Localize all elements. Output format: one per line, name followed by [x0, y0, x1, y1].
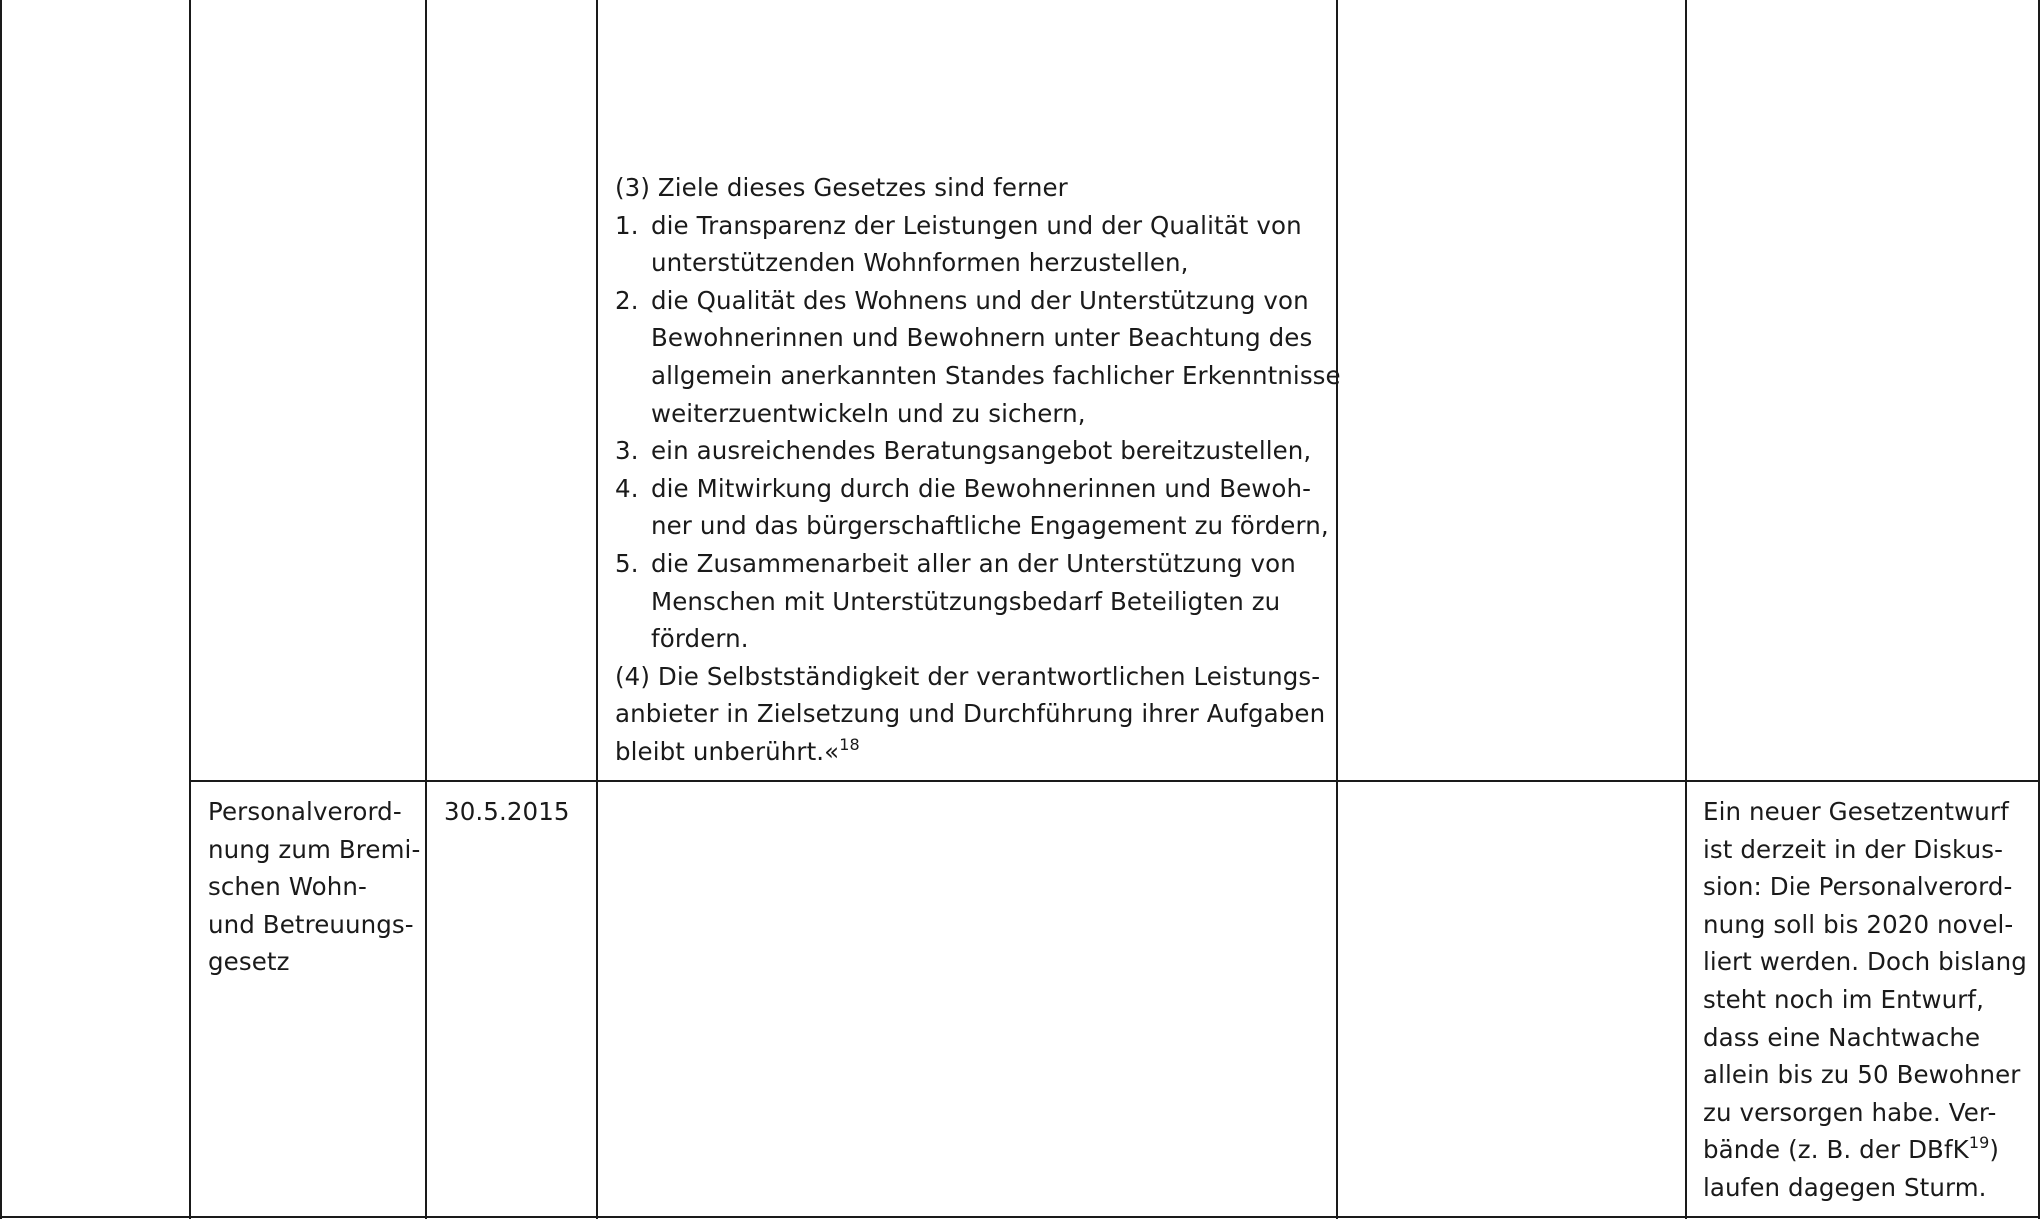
regulation-name-cell	[208, 793, 420, 981]
list-item	[615, 545, 1341, 658]
remark-line: allein bis zu 50 Bewohner	[1703, 1060, 2021, 1090]
list-item-line: fördern.	[651, 624, 749, 654]
remark-line: sion: Die Personalverord-	[1703, 872, 2013, 902]
list-item	[615, 282, 1341, 432]
regulation-name-line: und Betreuungs-	[208, 909, 414, 939]
table-border-right	[2038, 0, 2040, 1219]
list-item	[615, 432, 1341, 470]
remark-line-text: bände (z. B. der DBfK	[1703, 1135, 1969, 1165]
list-item-line: ein ausreichendes Beratungsangebot bereitzustellen,	[651, 436, 1312, 466]
law-text-closing-text: bleibt unberührt.«	[615, 736, 840, 766]
list-item	[615, 470, 1341, 545]
remark-line-text: )	[1989, 1135, 2000, 1165]
remark-line: liert werden. Doch bislang	[1703, 947, 2027, 977]
list-item-line: unterstützenden Wohnformen herzustellen,	[651, 248, 1189, 278]
remark-cell	[1703, 793, 2027, 1207]
regulation-name-line: Personalverord-	[208, 797, 402, 826]
column-divider-5	[1685, 0, 1687, 1219]
list-item-line: Menschen mit Unterstützungsbedarf Beteiligten zu	[651, 586, 1281, 616]
list-item-line: allgemein anerkannten Standes fachlicher Erkenntnisse	[651, 360, 1341, 390]
footnote-ref: 19	[1968, 1133, 1990, 1153]
footnote-ref: 18	[839, 734, 860, 754]
law-goals-list	[615, 207, 1341, 658]
regulation-name-line: gesetz	[208, 947, 290, 977]
list-item	[615, 207, 1341, 282]
remark-line: ist derzeit in der Diskus-	[1703, 834, 2004, 864]
list-item-number: 3.	[615, 436, 639, 466]
list-item-number: 2.	[615, 285, 639, 315]
list-item-line: die Mitwirkung durch die Bewohnerinnen und Bewoh-	[651, 473, 1312, 503]
column-divider-1	[189, 0, 191, 1219]
list-item-number: 1.	[615, 210, 639, 240]
remark-line: dass eine Nachtwache	[1703, 1022, 1981, 1052]
list-item-line: Bewohnerinnen und Bewohnern unter Beachtung des	[651, 323, 1313, 353]
law-text-closing-line	[615, 733, 1341, 771]
regulation-date-cell	[444, 793, 570, 831]
column-divider-3	[596, 0, 598, 1219]
law-text-closing-line: anbieter in Zielsetzung und Durchführung ihrer Aufgaben	[615, 699, 1326, 729]
law-text-intro: (3) Ziele dieses Gesetzes sind ferner	[615, 173, 1068, 202]
list-item-line: die Qualität des Wohnens und der Unterstützung von	[651, 285, 1309, 315]
list-item-line: die Transparenz der Leistungen und der Qualität von	[651, 210, 1302, 240]
remark-line: laufen dagegen Sturm.	[1703, 1172, 1987, 1202]
list-item-line: weiterzuentwickeln und zu sichern,	[651, 398, 1086, 428]
table-border-left	[0, 0, 2, 1219]
regulation-date: 30.5.2015	[444, 797, 570, 826]
remark-line: steht noch im Entwurf,	[1703, 984, 1984, 1014]
list-item-number: 4.	[615, 473, 639, 503]
regulation-name-line: nung zum Bremi-	[208, 834, 421, 864]
remark-line: zu versorgen habe. Ver-	[1703, 1097, 1997, 1127]
remark-line: Ein neuer Gesetzentwurf	[1703, 797, 2009, 826]
remark-line: nung soll bis 2020 novel-	[1703, 909, 2014, 939]
regulation-name-line: schen Wohn-	[208, 872, 367, 902]
list-item-number: 5.	[615, 548, 639, 578]
law-text-closing-line: (4) Die Selbstständigkeit der verantwortlichen Leistungs-	[615, 661, 1321, 691]
column-divider-2	[425, 0, 427, 1219]
table-border-bottom	[0, 1216, 2040, 1218]
law-text-cell	[615, 169, 1341, 771]
row-divider	[189, 780, 2040, 782]
remark-line	[1703, 1131, 2027, 1169]
list-item-line: ner und das bürgerschaftliche Engagement zu fördern,	[651, 511, 1329, 541]
list-item-line: die Zusammenarbeit aller an der Unterstützung von	[651, 548, 1296, 578]
